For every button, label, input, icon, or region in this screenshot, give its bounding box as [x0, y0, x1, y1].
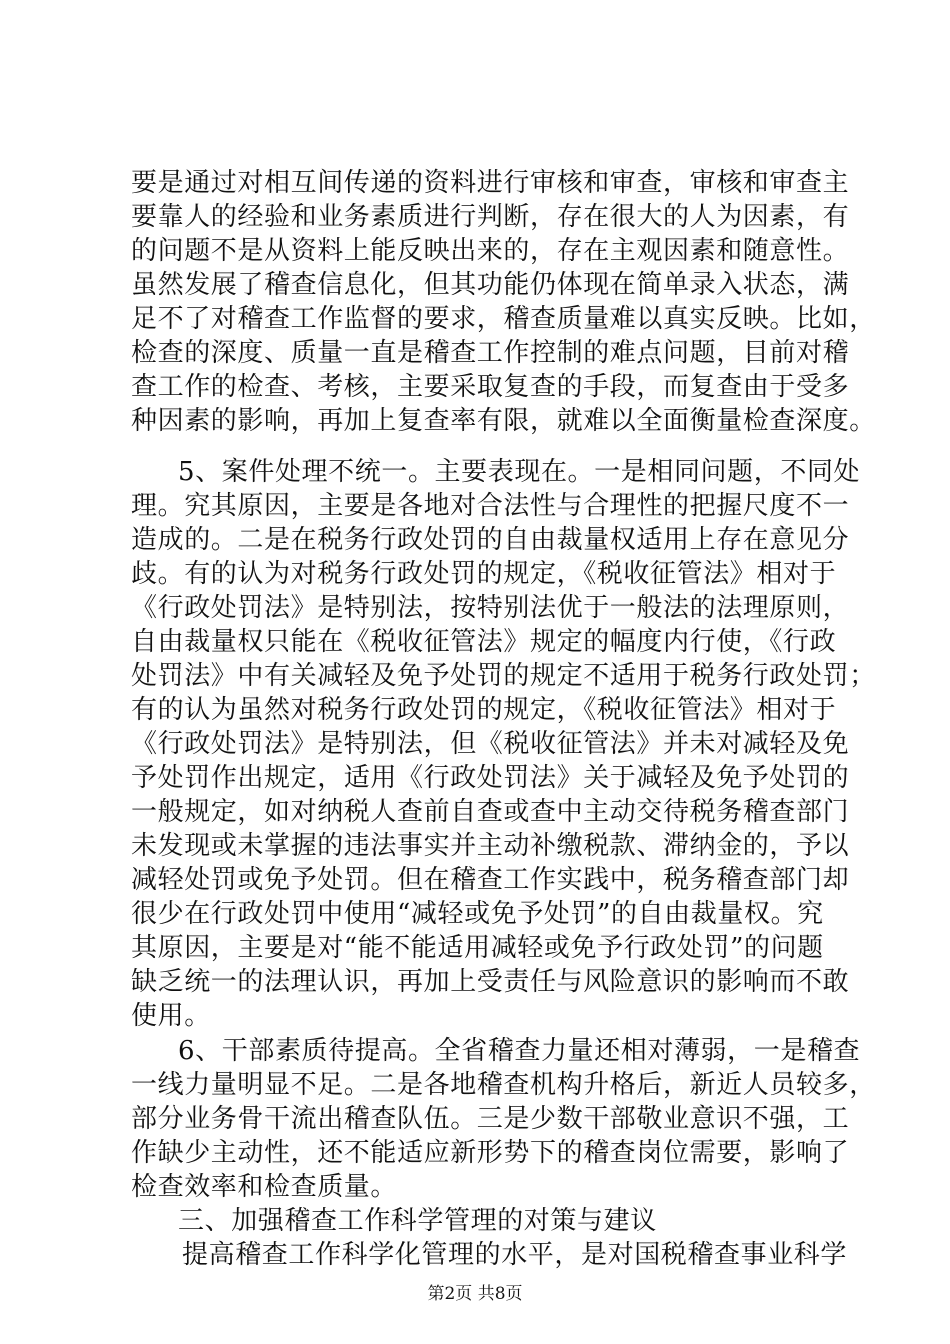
text-line: 部分业务骨干流出稽查队伍。三是少数干部敬业意识不强，工	[131, 1104, 850, 1134]
text-line: 检查的深度、质量一直是稽查工作控制的难点问题，目前对稽	[131, 338, 850, 368]
text-line: 种因素的影响，再加上复查率有限，就难以全面衡量检查深度。	[131, 406, 876, 436]
text-line: 足不了对稽查工作监督的要求，稽查质量难以真实反映。比如，	[131, 304, 876, 334]
page-number-footer: 第2页 共8页	[427, 1284, 523, 1304]
text-line: 歧。有的认为对税务行政处罚的规定，《税收征管法》相对于	[131, 559, 837, 589]
text-line: 很少在行政处罚中使用“减轻或免予处罚”的自由裁量权。究	[131, 899, 824, 929]
text-line: 查工作的检查、考核，主要采取复查的手段，而复查由于受多	[131, 372, 850, 402]
text-line: 《行政处罚法》是特别法，按特别法优于一般法的法理原则，	[131, 593, 850, 623]
text-line: 其原因，主要是对“能不能适用减轻或免予行政处罚”的问题	[131, 933, 824, 963]
text-line: 的问题不是从资料上能反映出来的，存在主观因素和随意性。	[131, 236, 850, 266]
section-heading: 三、加强稽查工作科学管理的对策与建议	[178, 1206, 657, 1236]
text-line: 理。究其原因，主要是各地对合法性与合理性的把握尺度不一	[131, 491, 850, 521]
text-line: 减轻处罚或免予处罚。但在稽查工作实践中，税务稽查部门却	[131, 865, 850, 895]
text-line: 自由裁量权只能在《税收征管法》规定的幅度内行使，《行政	[131, 627, 837, 657]
text-line: 要靠人的经验和业务素质进行判断，存在很大的人为因素，有	[131, 202, 850, 232]
text-line: 缺乏统一的法理认识，再加上受责任与风险意识的影响而不敢	[131, 967, 850, 997]
text-line: 检查效率和检查质量。	[131, 1172, 398, 1202]
text-line: 提高稽查工作科学化管理的水平，是对国税稽查事业科学	[182, 1240, 848, 1270]
text-line: 作缺少主动性，还不能适应新形势下的稽查岗位需要，影响了	[131, 1138, 850, 1168]
text-line: 5、案件处理不统一。主要表现在。一是相同问题，不同处	[178, 457, 861, 487]
text-line: 《行政处罚法》是特别法，但《税收征管法》并未对减轻及免	[131, 729, 850, 759]
text-line: 未发现或未掌握的违法事实并主动补缴税款、滞纳金的，予以	[131, 831, 850, 861]
text-line: 一般规定，如对纳税人查前自查或查中主动交待税务稽查部门	[131, 797, 850, 827]
text-line: 虽然发展了稽查信息化，但其功能仍体现在简单录入状态，满	[131, 270, 850, 300]
text-line: 造成的。二是在税务行政处罚的自由裁量权适用上存在意见分	[131, 525, 850, 555]
text-line: 处罚法》中有关减轻及免予处罚的规定不适用于税务行政处罚；	[131, 661, 876, 691]
text-line: 使用。	[131, 1001, 211, 1031]
text-line: 6、干部素质待提高。全省稽查力量还相对薄弱，一是稽查	[178, 1036, 861, 1066]
text-line: 一线力量明显不足。二是各地稽查机构升格后，新近人员较多，	[131, 1070, 876, 1100]
text-line: 予处罚作出规定，适用《行政处罚法》关于减轻及免予处罚的	[131, 763, 850, 793]
text-line: 要是通过对相互间传递的资料进行审核和审查，审核和审查主	[131, 168, 850, 198]
text-line: 有的认为虽然对税务行政处罚的规定，《税收征管法》相对于	[131, 695, 837, 725]
